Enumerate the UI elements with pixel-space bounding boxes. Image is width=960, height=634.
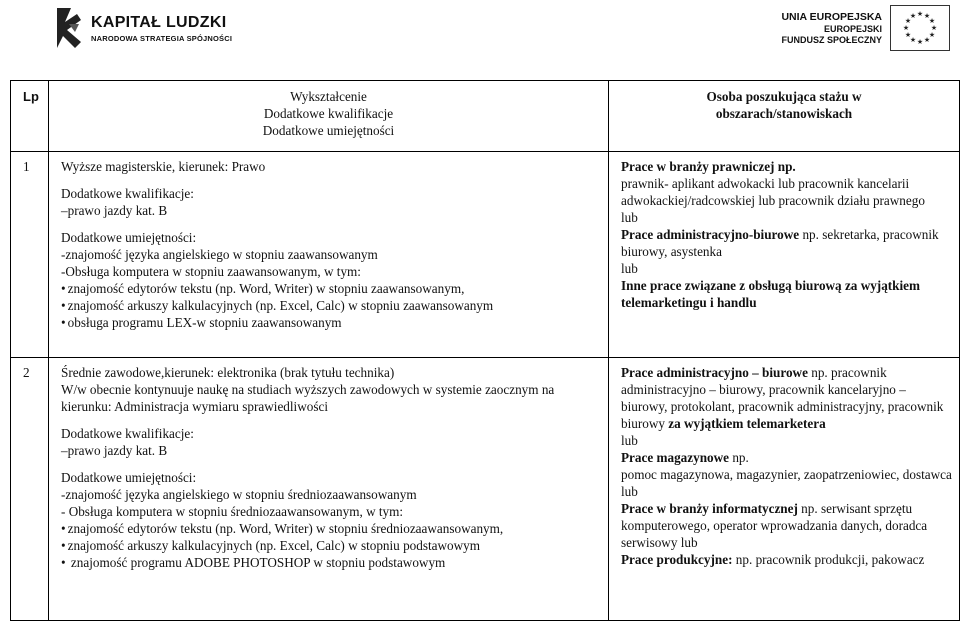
- row1-lp-cell: [11, 152, 49, 358]
- row1-skill-bullet: [61, 280, 602, 297]
- header-qualifications: Dodatkowe kwalifikacje: [263, 106, 394, 121]
- table-row: [11, 152, 960, 358]
- row2-lp: 2: [23, 365, 30, 380]
- row1-qualifications-heading: Dodatkowe kwalifikacje:: [61, 186, 194, 201]
- row2-area-text: np.: [729, 450, 749, 465]
- row2-qualification: –prawo jazdy kat. B: [61, 443, 168, 458]
- svg-text:★: ★: [909, 12, 917, 20]
- row1-profile-cell: [49, 152, 609, 358]
- row2-education-note: W/w obecnie kontynuuje naukę na studiach wyższych zawodowych w systemie zaocznym na kierunku: Administracja wymiaru sprawiedliwości: [61, 382, 555, 414]
- row2-area-heading: Prace administracyjno – biurowe: [621, 365, 808, 380]
- row1-skill-text: znajomość edytorów tekstu (np. Word, Writer) w stopniu zaawansowanym,: [67, 281, 465, 296]
- row2-or: lub: [621, 484, 638, 499]
- header-lp: Lp: [23, 89, 39, 104]
- row2-skills-heading: Dodatkowe umiejętności:: [61, 470, 197, 485]
- header-skills: Dodatkowe umiejętności: [262, 123, 395, 138]
- row1-skill-bullet: [61, 314, 602, 331]
- svg-text:★: ★: [916, 38, 924, 46]
- row2-area-exception: za wyjątkiem telemarketera: [668, 416, 826, 431]
- row2-area-heading: Prace w branży informatycznej: [621, 501, 798, 516]
- left-logo-subtitle: NARODOWA STRATEGIA SPÓJNOŚCI: [91, 33, 233, 43]
- row2-skill-bullet: [61, 554, 602, 571]
- row1-area-heading: Prace w branży prawniczej np.: [621, 159, 796, 174]
- svg-text:★: ★: [930, 24, 938, 32]
- svg-text:★: ★: [909, 36, 917, 44]
- row2-area: [621, 500, 953, 551]
- svg-text:★: ★: [916, 10, 924, 18]
- row2-area-text: pomoc magazynowa, magazynier, zaopatrzeniowiec, dostawca: [621, 467, 952, 482]
- row2-or: lub: [621, 433, 638, 448]
- row1-skill-text: obsługa programu LEX-w stopniu zaawansowanym: [67, 315, 342, 330]
- row2-skill-bullet: [61, 520, 602, 537]
- row1-qualification: –prawo jazdy kat. B: [61, 203, 168, 218]
- row2-areas-cell: [609, 358, 960, 621]
- header-areas-line2: obszarach/stanowiskach: [715, 106, 853, 121]
- left-logo-title: KAPITAŁ LUDZKI: [91, 13, 227, 31]
- row2-skill-text: znajomość edytorów tekstu (np. Word, Writer) w stopniu średniozaawansowanym,: [67, 521, 504, 536]
- row1-area-text: prawnik- aplikant adwokacki lub pracownik kancelarii adwokackiej/radcowskiej lub pracownik działu prawnego: [621, 176, 925, 208]
- eu-logo: [781, 5, 950, 53]
- row2-education: Średnie zawodowe,kierunek: elektronika (brak tytułu technika): [61, 365, 395, 380]
- svg-text:★: ★: [928, 17, 936, 25]
- svg-text:★: ★: [904, 31, 912, 39]
- header-education: Wykształcenie: [290, 89, 367, 104]
- row2-area-text: np. pracownik administracyjno – biurowy, pracownik kancelaryjno – biurowy, protokolant, pracownik administracyjny, pracownik biurowy: [621, 365, 944, 431]
- row1-skills-heading: Dodatkowe umiejętności:: [61, 230, 197, 245]
- table-row: [11, 358, 960, 621]
- eu-logo-line3: FUNDUSZ SPOŁECZNY: [781, 35, 882, 45]
- header-education-cell: [49, 81, 609, 152]
- row2-skill: -znajomość języka angielskiego w stopniu średniozaawansowanym: [61, 487, 417, 502]
- eu-logo-line2: EUROPEJSKI: [823, 24, 882, 34]
- row2-skill-text: znajomość arkuszy kalkulacyjnych (np. Excel, Calc) w stopniu podstawowym: [67, 538, 480, 553]
- row1-area-text: np. sekretarka, pracownik biurowy, asystenka: [621, 227, 939, 259]
- kapital-ludzki-emblem-icon: [55, 6, 83, 50]
- row2-skill-text: znajomość programu ADOBE PHOTOSHOP w stopniu podstawowym: [67, 555, 446, 570]
- row1-or: lub: [621, 261, 638, 276]
- row2-area-heading: Prace magazynowe: [621, 450, 730, 465]
- row1-skill: -znajomość języka angielskiego w stopniu zaawansowanym: [61, 247, 378, 262]
- eu-logo-line1: UNIA EUROPEJSKA: [781, 11, 882, 23]
- row2-area-heading: Prace produkcyjne:: [621, 552, 733, 567]
- row1-areas-cell: [609, 152, 960, 358]
- row1-skill: -Obsługa komputera w stopniu zaawansowanym, w tym:: [61, 264, 361, 279]
- svg-text:★: ★: [904, 17, 912, 25]
- row1-education: Wyższe magisterskie, kierunek: Prawo: [61, 159, 266, 174]
- header-areas-line1: Osoba poszukująca stażu w: [706, 89, 862, 104]
- row1-skill-bullet: [61, 297, 602, 314]
- row1-lp: 1: [23, 159, 30, 174]
- row2-area: [621, 551, 953, 568]
- svg-text:★: ★: [928, 31, 936, 39]
- row2-skill: - Obsługa komputera w stopniu średniozaawansowanym, w tym:: [61, 504, 404, 519]
- svg-text:★: ★: [923, 36, 931, 44]
- row1-area: [621, 226, 953, 260]
- row2-skill-bullet: [61, 537, 602, 554]
- header-lp-cell: [11, 81, 49, 152]
- kapital-ludzki-logo: [55, 4, 232, 52]
- row2-qualifications-heading: Dodatkowe kwalifikacje:: [61, 426, 194, 441]
- row1-skill-text: znajomość arkuszy kalkulacyjnych (np. Excel, Calc) w stopniu zaawansowanym: [67, 298, 494, 313]
- row1-or: lub: [621, 210, 638, 225]
- row1-area-heading: Inne prace związane z obsługą biurową za wyjątkiem telemarketingu i handlu: [621, 278, 921, 310]
- svg-text:★: ★: [902, 24, 910, 32]
- table-header-row: [11, 81, 960, 152]
- internship-table: [10, 80, 960, 621]
- row2-area: [621, 449, 953, 466]
- row2-area-text: np. serwisant sprzętu komputerowego, operator wprowadzania danych, doradca serwisowy lub: [621, 501, 928, 550]
- eu-flag-icon: [890, 5, 950, 51]
- svg-text:★: ★: [923, 12, 931, 20]
- row2-area: [621, 364, 953, 432]
- row1-area-heading: Prace administracyjno-biurowe: [621, 227, 800, 242]
- row2-lp-cell: [11, 358, 49, 621]
- row2-profile-cell: [49, 358, 609, 621]
- header-areas-cell: [609, 81, 960, 152]
- row2-area-text: np. pracownik produkcji, pakowacz: [732, 552, 925, 567]
